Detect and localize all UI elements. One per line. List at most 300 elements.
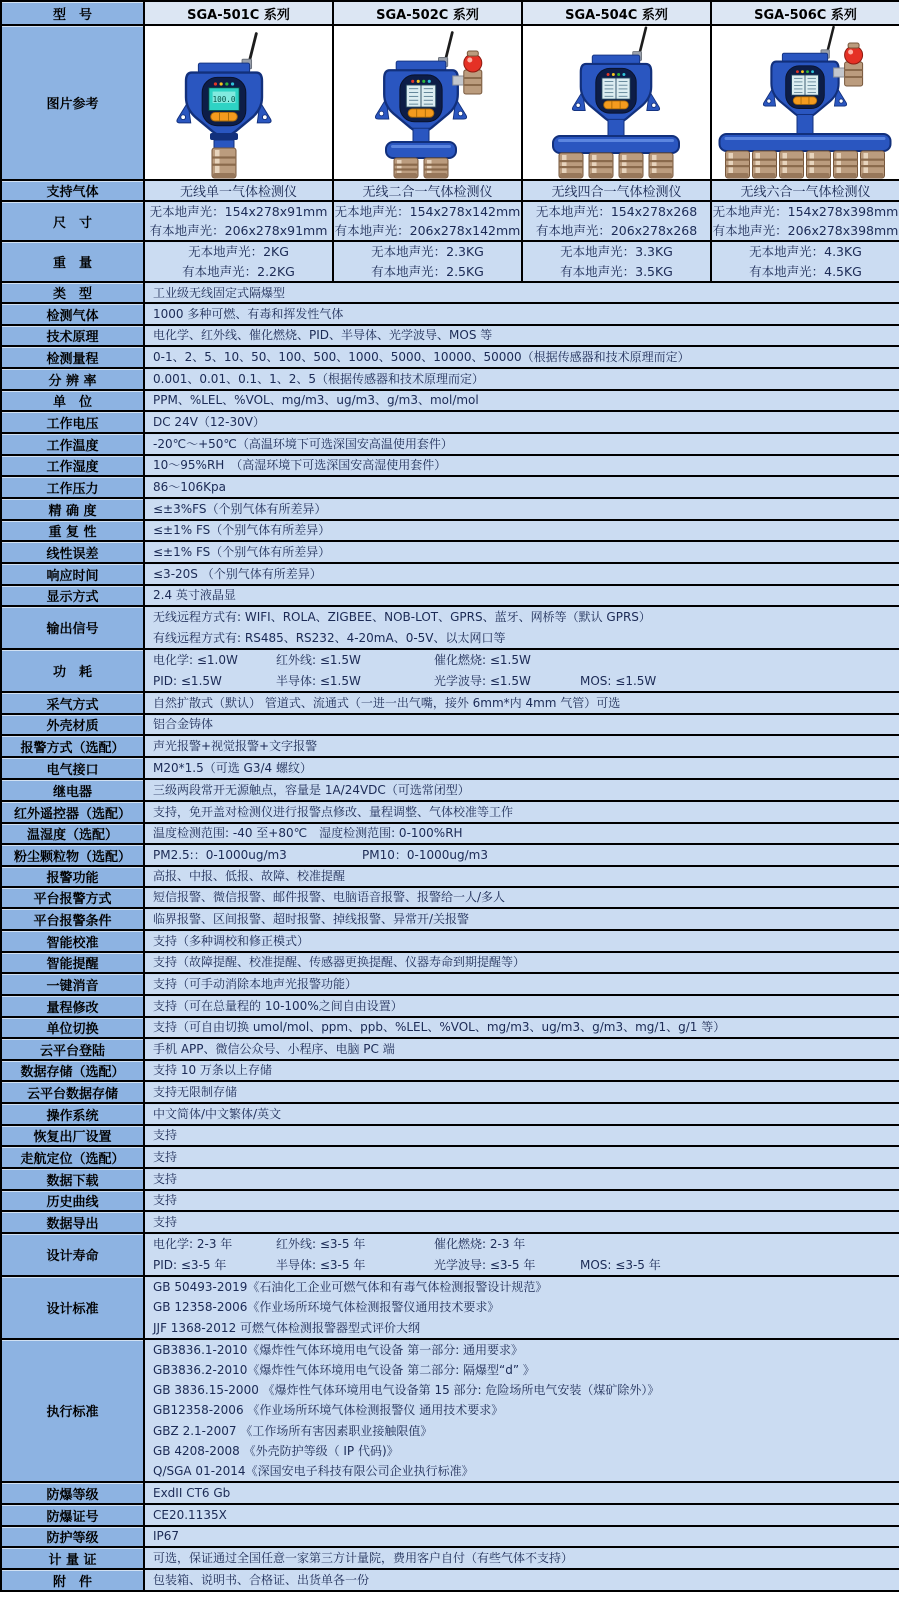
size-row-value bbox=[144, 201, 333, 241]
spec-row bbox=[1, 1146, 899, 1168]
spec-row-label: 设计寿命 bbox=[1, 1233, 144, 1276]
lcd-screen bbox=[792, 75, 819, 95]
spec-row-label: 恢复出厂设置 bbox=[1, 1125, 144, 1146]
size-row-value bbox=[522, 201, 711, 241]
spec-row-value bbox=[144, 1482, 899, 1504]
spec-row-value bbox=[144, 1276, 899, 1339]
keypad bbox=[211, 112, 238, 121]
spec-row bbox=[1, 1081, 899, 1103]
spec-row-value bbox=[144, 735, 899, 757]
spec-row-value bbox=[144, 368, 899, 390]
sensor-head bbox=[424, 158, 448, 178]
spec-row-value bbox=[144, 908, 899, 930]
spec-row-value bbox=[144, 346, 899, 368]
spec-row bbox=[1, 649, 899, 692]
spec-row-label: 一键消音 bbox=[1, 973, 144, 995]
value-line: 有本地声光：206x278x268 bbox=[535, 223, 698, 238]
lcd-screen bbox=[406, 85, 435, 107]
spec-row-value bbox=[144, 1103, 899, 1125]
spec-row-value bbox=[144, 585, 899, 606]
spec-value-line: 支持，免开盖对检测仪进行报警点修改、量程调整、气体校准等工作 bbox=[153, 805, 514, 819]
value-line: 有本地声光：2.5KG bbox=[371, 263, 484, 279]
spec-row-label: 响应时间 bbox=[1, 563, 144, 585]
value-line: 有本地声光：4.5KG bbox=[749, 263, 862, 279]
device-image-cell bbox=[144, 25, 333, 180]
spec-row-value bbox=[144, 692, 899, 714]
value-line: 有本地声光：206x278x142mm bbox=[334, 223, 521, 238]
spec-row-value bbox=[144, 1339, 899, 1482]
spec-row-label: 报警方式（选配） bbox=[1, 735, 144, 757]
spec-row bbox=[1, 1504, 899, 1526]
spec-row bbox=[1, 282, 899, 303]
spec-value-line: 支持（可自由切换 umol/mol、ppm、ppb、%LEL、%VOL、mg/m3、ug/m3、g/m3、mg/1、g/1 等） bbox=[153, 1020, 726, 1034]
size-row-value bbox=[333, 201, 522, 241]
spec-row bbox=[1, 930, 899, 952]
spec-row-value bbox=[144, 390, 899, 411]
value-line: 有本地声光：206x278x398mm bbox=[712, 223, 899, 238]
value-line: 无本地声光：4.3KG bbox=[749, 244, 862, 259]
spec-row bbox=[1, 866, 899, 887]
manifold bbox=[720, 134, 891, 151]
spec-row-label: 粉尘颗粒物（选配） bbox=[1, 844, 144, 866]
spec-row-value bbox=[144, 1017, 899, 1038]
spec-row-value bbox=[144, 498, 899, 520]
image-row-label: 图片参考 bbox=[1, 25, 144, 180]
weight-row-value bbox=[333, 241, 522, 282]
weight-row bbox=[1, 241, 899, 282]
spec-row bbox=[1, 1211, 899, 1233]
spec-row-value bbox=[144, 1038, 899, 1060]
spec-row-label: 外壳材质 bbox=[1, 714, 144, 735]
spec-row-value bbox=[144, 541, 899, 563]
spec-value-line: DC 24V（12-30V） bbox=[153, 415, 265, 429]
lcd-screen bbox=[209, 88, 239, 111]
spec-value-line: GBZ 2.1-2007 《工作场所有害因素职业接触限值》 bbox=[153, 1423, 433, 1438]
spec-row-label: 平台报警条件 bbox=[1, 908, 144, 930]
spec-row-value bbox=[144, 801, 899, 823]
spec-row-label: 量程修改 bbox=[1, 995, 144, 1017]
spec-row bbox=[1, 325, 899, 346]
spec-row bbox=[1, 973, 899, 995]
spec-row bbox=[1, 1233, 899, 1276]
spec-row-label: 检测量程 bbox=[1, 346, 144, 368]
spec-row-label: 功 耗 bbox=[1, 649, 144, 692]
spec-row bbox=[1, 563, 899, 585]
spec-row-label: 数据存储（选配） bbox=[1, 1060, 144, 1081]
spec-row-label: 输出信号 bbox=[1, 606, 144, 649]
spec-row bbox=[1, 476, 899, 498]
spec-row-value bbox=[144, 930, 899, 952]
spec-value-line: GB3836.2-2010《爆炸性气体环境用电气设备 第二部分: 隔爆型“d” 》 bbox=[153, 1363, 535, 1378]
spec-value-segment: 电化学: ≤1.0W bbox=[153, 653, 238, 667]
value-line: 无本地声光：3.3KG bbox=[560, 244, 673, 259]
spec-row-value bbox=[144, 1146, 899, 1168]
spec-row bbox=[1, 1038, 899, 1060]
spec-row bbox=[1, 1060, 899, 1081]
spec-row-value bbox=[144, 1125, 899, 1146]
spec-row bbox=[1, 735, 899, 757]
spec-row-label: 平台报警方式 bbox=[1, 887, 144, 908]
spec-value-line: ≤±1% FS（个别气体有所差异） bbox=[153, 523, 331, 537]
spec-row-label: 线性误差 bbox=[1, 541, 144, 563]
spec-row-label: 附 件 bbox=[1, 1569, 144, 1591]
spec-value-segment: 红外线: ≤1.5W bbox=[276, 653, 361, 667]
spec-value-line: 2.4 英寸液晶显 bbox=[153, 588, 236, 602]
spec-value-line: GB 12358-2006《作业场所环境气体检测报警仪通用技术要求》 bbox=[153, 1300, 500, 1315]
spec-value-line: 86～106Kpa bbox=[153, 480, 227, 494]
spec-value-line: 手机 APP、微信公众号、小程序、电脑 PC 端 bbox=[153, 1042, 395, 1056]
sensor-head bbox=[559, 153, 583, 178]
spec-row bbox=[1, 1339, 899, 1482]
model-header-1: SGA-502C 系列 bbox=[333, 1, 522, 25]
svg-text:100.0: 100.0 bbox=[212, 95, 236, 104]
spec-row bbox=[1, 801, 899, 823]
value-line: 无本地声光：2.3KG bbox=[371, 244, 484, 259]
spec-row-value bbox=[144, 1168, 899, 1190]
spec-value-line: JJF 1368-2012 可燃气体检测报警器型式评价大纲 bbox=[153, 1320, 421, 1335]
spec-value-line: 支持（多种调校和修正模式） bbox=[153, 934, 310, 948]
spec-row-value bbox=[144, 303, 899, 325]
spec-row-value bbox=[144, 325, 899, 346]
spec-row-label: 防爆证号 bbox=[1, 1504, 144, 1526]
spec-row-value bbox=[144, 1569, 899, 1591]
spec-value-line: CE20.1135X bbox=[153, 1508, 227, 1522]
spec-value-line: 无线远程方式有: WIFI、ROLA、ZIGBEE、NOB-LOT、GPRS、蓝牙、网桥等（默认 GPRS） bbox=[153, 610, 651, 624]
spec-row bbox=[1, 390, 899, 411]
spec-row-value bbox=[144, 1081, 899, 1103]
spec-row-value bbox=[144, 714, 899, 735]
spec-value-segment: MOS: ≤3-5 年 bbox=[580, 1257, 661, 1272]
spec-value-segment: 半导体: ≤3-5 年 bbox=[276, 1257, 366, 1272]
spec-row-label: 走航定位（选配） bbox=[1, 1146, 144, 1168]
spec-row-value bbox=[144, 757, 899, 779]
device-image-sga-504c bbox=[524, 26, 709, 179]
spec-value-line: ≤±3%FS（个别气体有所差异） bbox=[153, 502, 327, 516]
spec-row-label: 执行标准 bbox=[1, 1339, 144, 1482]
spec-row-label: 数据导出 bbox=[1, 1211, 144, 1233]
spec-row-value bbox=[144, 995, 899, 1017]
weight-row-value bbox=[522, 241, 711, 282]
spec-row bbox=[1, 1547, 899, 1569]
spec-value-segment: PM10：0-1000ug/m3 bbox=[362, 848, 488, 862]
spec-value-segment: PM2.5:：0-1000ug/m3 bbox=[153, 848, 287, 862]
weight-row-label: 重 量 bbox=[1, 241, 144, 282]
sensor-head bbox=[726, 151, 750, 178]
spec-value-line: 工业级无线固定式隔爆型 bbox=[153, 285, 286, 300]
spec-value-line: 0.001、0.01、0.1、1、2、5（根据传感器和技术原理而定） bbox=[153, 372, 485, 386]
spec-row-label: 重 复 性 bbox=[1, 520, 144, 541]
spec-row-value bbox=[144, 1547, 899, 1569]
spec-value-line: 短信报警、微信报警、邮件报警、电脑语音报警、报警给一人/多人 bbox=[153, 890, 506, 904]
sensor-head bbox=[861, 151, 885, 178]
spec-row-label: 智能提醒 bbox=[1, 952, 144, 973]
spec-row-label: 云平台数据存储 bbox=[1, 1081, 144, 1103]
spec-row-value bbox=[144, 282, 899, 303]
spec-value-line bbox=[145, 845, 899, 865]
device-image-cell bbox=[333, 25, 522, 180]
spec-row-value bbox=[144, 455, 899, 476]
spec-row bbox=[1, 368, 899, 390]
spec-row bbox=[1, 585, 899, 606]
manifold bbox=[386, 142, 456, 158]
spec-value-line: 支持（可手动消除本地声光报警功能） bbox=[153, 977, 358, 991]
spec-value-line: ≤±1% FS（个别气体有所差异） bbox=[153, 545, 331, 559]
size-row-value bbox=[711, 201, 899, 241]
weight-row-value bbox=[144, 241, 333, 282]
spec-value-segment: 光学波导: ≤1.5W bbox=[434, 673, 531, 688]
spec-row bbox=[1, 1526, 899, 1547]
spec-row bbox=[1, 908, 899, 930]
spec-value-line: 支持 bbox=[153, 1128, 178, 1142]
value-line: 有本地声光：2.2KG bbox=[182, 263, 295, 279]
supported-gas-value: 无线二合一气体检测仪 bbox=[333, 180, 522, 201]
value-line: 有本地声光：3.5KG bbox=[560, 263, 673, 279]
spec-value-line: 声光报警+视觉报警+文字报警 bbox=[153, 739, 318, 753]
spec-value-segment: MOS: ≤1.5W bbox=[580, 673, 657, 688]
spec-row-label: 防护等级 bbox=[1, 1526, 144, 1547]
spec-row-label: 报警功能 bbox=[1, 866, 144, 887]
spec-value-line: 可选，保证通过全国任意一家第三方计量院，费用客户自付（有些气体不支持） bbox=[153, 1551, 574, 1565]
spec-value-line: 0-1、2、5、10、50、100、500、1000、5000、10000、50000（根据传感器和技术原理而定） bbox=[153, 350, 690, 364]
spec-value-line: 铝合金铸体 bbox=[153, 717, 214, 731]
spec-row bbox=[1, 779, 899, 801]
spec-row-value bbox=[144, 1526, 899, 1547]
spec-row-label: 继电器 bbox=[1, 779, 144, 801]
model-header-0: SGA-501C 系列 bbox=[144, 1, 333, 25]
spec-value-line: 温度检测范围: -40 至+80℃ 湿度检测范围: 0-100%RH bbox=[153, 826, 463, 840]
device-image-cell bbox=[522, 25, 711, 180]
spec-row-label: 电气接口 bbox=[1, 757, 144, 779]
spec-value-segment: PID: ≤3-5 年 bbox=[153, 1257, 227, 1272]
spec-value-line: GB 4208-2008 《外壳防护等级（ IP 代码)》 bbox=[153, 1443, 399, 1458]
spec-value-line: 支持 10 万条以上存储 bbox=[153, 1063, 272, 1077]
spec-row-value bbox=[144, 866, 899, 887]
value-line: 有本地声光：206x278x91mm bbox=[149, 223, 328, 238]
spec-row bbox=[1, 995, 899, 1017]
spec-row-label: 精 确 度 bbox=[1, 498, 144, 520]
spec-row-label: 温湿度（选配） bbox=[1, 823, 144, 844]
spec-value-line bbox=[145, 1234, 899, 1255]
spec-row-value bbox=[144, 952, 899, 973]
spec-value-line: 有线远程方式有: RS485、RS232、4-20mA、0-5V、以太网口等 bbox=[153, 630, 506, 645]
spec-row-value bbox=[144, 1504, 899, 1526]
spec-value-segment: 电化学: 2-3 年 bbox=[153, 1237, 233, 1251]
spec-row-label: 单位切换 bbox=[1, 1017, 144, 1038]
spec-row bbox=[1, 1569, 899, 1591]
sensor-head bbox=[834, 151, 858, 178]
supported-gas-value: 无线四合一气体检测仪 bbox=[522, 180, 711, 201]
manifold bbox=[553, 136, 679, 153]
spec-row-value bbox=[144, 476, 899, 498]
spec-row bbox=[1, 1125, 899, 1146]
spec-row-value bbox=[144, 844, 899, 866]
spec-row-label: 防爆等级 bbox=[1, 1482, 144, 1504]
spec-row-label: 工作电压 bbox=[1, 411, 144, 433]
spec-value-line: 支持无限制存储 bbox=[153, 1085, 238, 1099]
spec-row bbox=[1, 823, 899, 844]
spec-value-line: ≤3-20S （个别气体有所差异） bbox=[153, 567, 322, 581]
model-header-2: SGA-504C 系列 bbox=[522, 1, 711, 25]
spec-row-value bbox=[144, 887, 899, 908]
spec-row-label: 检测气体 bbox=[1, 303, 144, 325]
spec-row bbox=[1, 952, 899, 973]
spec-value-segment: 半导体: ≤1.5W bbox=[276, 673, 361, 688]
spec-row bbox=[1, 498, 899, 520]
spec-value-line: 支持 bbox=[153, 1215, 178, 1229]
spec-row bbox=[1, 520, 899, 541]
spec-row-label: 数据下载 bbox=[1, 1168, 144, 1190]
sensor-head bbox=[649, 153, 673, 178]
value-line: 无本地声光：154x278x398mm bbox=[712, 204, 899, 219]
spec-row bbox=[1, 411, 899, 433]
image-row bbox=[1, 25, 899, 180]
spec-row-label: 云平台登陆 bbox=[1, 1038, 144, 1060]
spec-value-line: PPM、%LEL、%VOL、mg/m3、ug/m3、g/m3、mol/mol bbox=[153, 393, 479, 407]
spec-row-label: 技术原理 bbox=[1, 325, 144, 346]
spec-value-line: 支持 bbox=[153, 1172, 178, 1186]
spec-value-line: 支持（故障提醒、校准提醒、传感器更换提醒、仪器寿命到期提醒等） bbox=[153, 955, 526, 969]
spec-row bbox=[1, 303, 899, 325]
spec-value-line bbox=[145, 1255, 899, 1276]
spec-row-label: 采气方式 bbox=[1, 692, 144, 714]
spec-value-line: 支持 bbox=[153, 1150, 178, 1164]
lcd-screen bbox=[602, 78, 630, 99]
device-image-cell bbox=[711, 25, 899, 180]
spec-row bbox=[1, 887, 899, 908]
spec-row bbox=[1, 844, 899, 866]
spec-row-label: 历史曲线 bbox=[1, 1190, 144, 1211]
spec-value-line: 支持（可在总量程的 10-100%之间自由设置） bbox=[153, 999, 403, 1013]
device-image-sga-506c bbox=[713, 26, 898, 179]
spec-row-value bbox=[144, 606, 899, 649]
spec-value-line: 自然扩散式（默认） 管道式、流通式（一进一出气嘴，接外 6mm*内 4mm 气管）可选 bbox=[153, 696, 621, 710]
spec-row-label: 显示方式 bbox=[1, 585, 144, 606]
size-row bbox=[1, 201, 899, 241]
spec-row bbox=[1, 1482, 899, 1504]
spec-row bbox=[1, 455, 899, 476]
supported-gas-row bbox=[1, 180, 899, 201]
spec-value-line: ExdII CT6 Gb bbox=[153, 1486, 231, 1500]
spec-value-line: Q/SGA 01-2014《深国安电子科技有限公司企业执行标准》 bbox=[153, 1463, 474, 1478]
spec-value-line: -20℃～+50℃（高温环境下可选深国安高温使用套件） bbox=[153, 437, 453, 451]
spec-row bbox=[1, 541, 899, 563]
spec-row bbox=[1, 606, 899, 649]
spec-row-value bbox=[144, 973, 899, 995]
spec-value-line: 包装箱、说明书、合格证、出货单各一份 bbox=[153, 1573, 370, 1587]
sensor-head bbox=[212, 148, 236, 178]
model-header-3: SGA-506C 系列 bbox=[711, 1, 899, 25]
sensor-head bbox=[780, 151, 804, 178]
spec-value-segment: 光学波导: ≤3-5 年 bbox=[434, 1257, 536, 1272]
keypad bbox=[604, 101, 629, 109]
spec-value-line bbox=[145, 650, 899, 671]
spec-value-line: 高报、中报、低报、故障、校准提醒 bbox=[153, 869, 346, 883]
spec-row-label: 单 位 bbox=[1, 390, 144, 411]
spec-value-line: 三级两段常开无源触点，容量是 1A/24VDC（可选常闭型） bbox=[153, 783, 470, 797]
weight-row-value bbox=[711, 241, 899, 282]
spec-value-segment: 催化燃烧: 2-3 年 bbox=[434, 1237, 526, 1251]
spec-row-label: 智能校准 bbox=[1, 930, 144, 952]
spec-row bbox=[1, 1103, 899, 1125]
spec-value-line: GB12358-2006 《作业场所环境气体检测报警仪 通用技术要求》 bbox=[153, 1403, 504, 1418]
spec-value-line: 中文简体/中文繁体/英文 bbox=[153, 1107, 282, 1121]
spec-value-line: GB 3836.15-2000 《爆炸性气体环境用电气设备第 15 部分: 危险场所电气安装（煤矿除外）》 bbox=[153, 1383, 660, 1398]
spec-row-value bbox=[144, 1190, 899, 1211]
sensor-head bbox=[394, 158, 418, 178]
supported-gas-label: 支持气体 bbox=[1, 180, 144, 201]
spec-value-line: GB3836.1-2010《爆炸性气体环境用电气设备 第一部分: 通用要求》 bbox=[153, 1343, 524, 1358]
spec-row-value bbox=[144, 1233, 899, 1276]
spec-row bbox=[1, 346, 899, 368]
supported-gas-value: 无线六合一气体检测仪 bbox=[711, 180, 899, 201]
spec-row-label: 操作系统 bbox=[1, 1103, 144, 1125]
keypad bbox=[793, 97, 817, 105]
spec-row bbox=[1, 1168, 899, 1190]
spec-row bbox=[1, 692, 899, 714]
spec-row-label: 工作温度 bbox=[1, 433, 144, 455]
sensor-head bbox=[589, 153, 613, 178]
spec-row-value bbox=[144, 1060, 899, 1081]
sensor-head bbox=[807, 151, 831, 178]
value-line: 无本地声光：154x278x142mm bbox=[334, 204, 521, 219]
value-line: 无本地声光：154x278x268 bbox=[535, 204, 698, 219]
device-image-sga-502c bbox=[335, 26, 520, 179]
spec-row-value bbox=[144, 779, 899, 801]
spec-row-value bbox=[144, 563, 899, 585]
spec-value-line: 临界报警、区间报警、超时报警、掉线报警、异常开/关报警 bbox=[153, 912, 470, 926]
spec-row bbox=[1, 757, 899, 779]
spec-row bbox=[1, 1017, 899, 1038]
device-image-sga-501c bbox=[146, 26, 331, 179]
spec-row-value bbox=[144, 1211, 899, 1233]
spec-row-value bbox=[144, 411, 899, 433]
spec-row-label: 工作压力 bbox=[1, 476, 144, 498]
size-row-label: 尺 寸 bbox=[1, 201, 144, 241]
spec-row-label: 类 型 bbox=[1, 282, 144, 303]
spec-value-line: 支持 bbox=[153, 1193, 178, 1207]
spec-value-segment: PID: ≤1.5W bbox=[153, 673, 222, 688]
spec-row-label: 工作湿度 bbox=[1, 455, 144, 476]
spec-value-line: 1000 多种可燃、有毒和挥发性气体 bbox=[153, 307, 344, 321]
spec-row-label: 计 量 证 bbox=[1, 1547, 144, 1569]
sensor-head bbox=[619, 153, 643, 178]
value-line: 无本地声光：2KG bbox=[188, 244, 289, 259]
spec-row-label: 设计标准 bbox=[1, 1276, 144, 1339]
spec-row bbox=[1, 1190, 899, 1211]
spec-row bbox=[1, 433, 899, 455]
spec-value-segment: 催化燃烧: ≤1.5W bbox=[434, 653, 531, 667]
spec-row bbox=[1, 1276, 899, 1339]
header-row bbox=[1, 1, 899, 25]
spec-row-value bbox=[144, 823, 899, 844]
spec-value-line: GB 50493-2019《石油化工企业可燃气体和有毒气体检测报警设计规范》 bbox=[153, 1280, 548, 1295]
spec-value-line: M20*1.5（可选 G3/4 螺纹） bbox=[153, 761, 312, 775]
spec-value-line bbox=[145, 671, 899, 692]
spec-value-line: IP67 bbox=[153, 1529, 180, 1543]
spec-value-line: 电化学、红外线、催化燃烧、PID、半导体、光学波导、MOS 等 bbox=[153, 328, 493, 342]
spec-row-label: 红外遥控器（选配） bbox=[1, 801, 144, 823]
spec-value-line: 10～95%RH （高湿环境下可选深国安高湿使用套件） bbox=[153, 458, 447, 472]
keypad bbox=[408, 109, 434, 117]
spec-row-value bbox=[144, 649, 899, 692]
spec-row-value bbox=[144, 520, 899, 541]
spec-row bbox=[1, 714, 899, 735]
model-number-label: 型 号 bbox=[1, 1, 144, 25]
sensor-head bbox=[753, 151, 777, 178]
spec-row-label: 分 辨 率 bbox=[1, 368, 144, 390]
spec-value-segment: 红外线: ≤3-5 年 bbox=[276, 1237, 366, 1251]
value-line: 无本地声光：154x278x91mm bbox=[149, 204, 328, 219]
